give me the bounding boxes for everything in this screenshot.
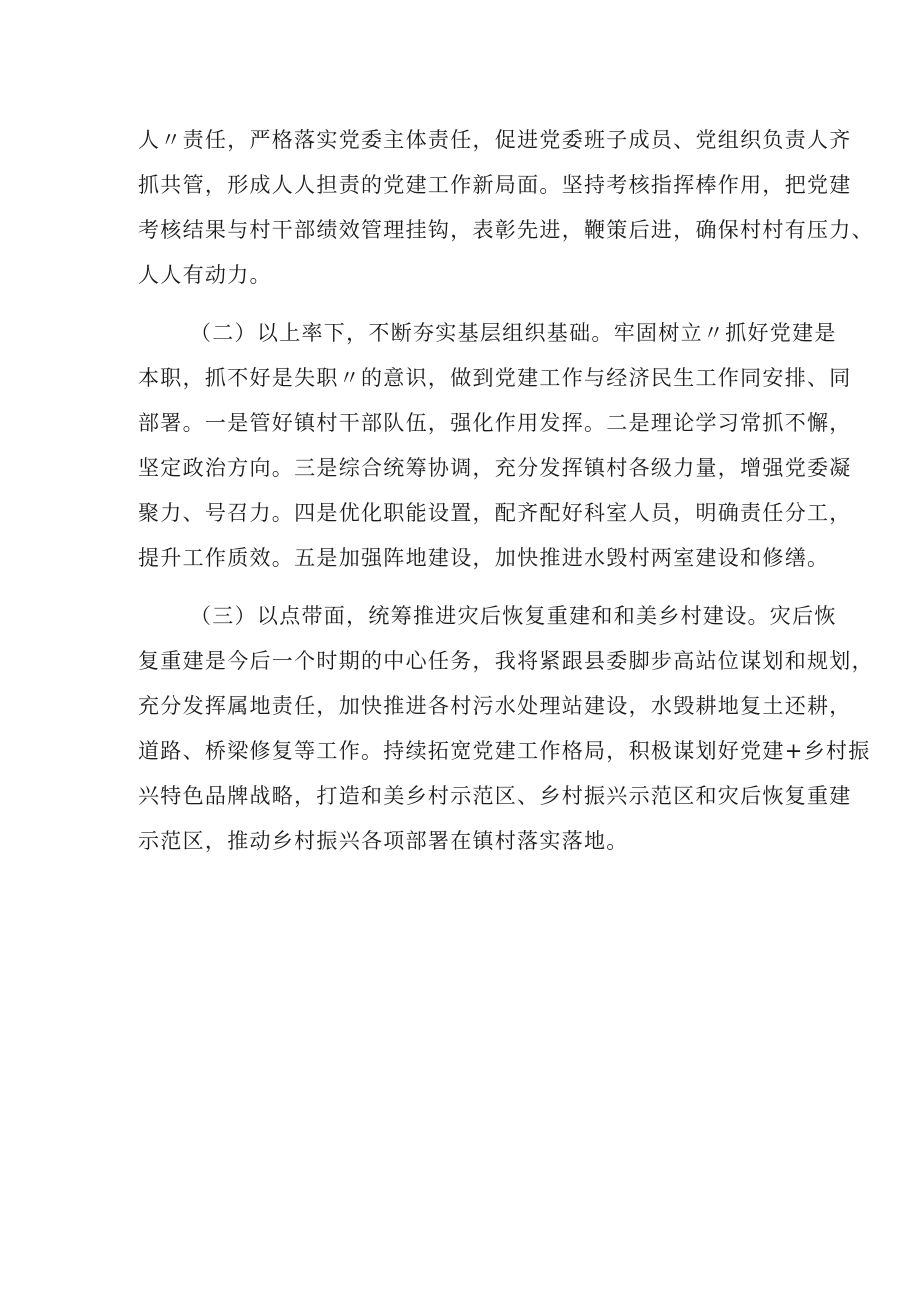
- text-line: 兴特色品牌战略，打造和美乡村示范区、乡村振兴示范区和灾后恢复重建: [138, 784, 852, 808]
- text-line: 聚力、号召力。四是优化职能设置，配齐配好科室人员，明确责任分工，: [138, 501, 852, 525]
- paragraph-heading-line: （三）以点带面，统筹推进灾后恢复重建和和美乡村建设。灾后恢: [190, 604, 837, 628]
- text-line: 充分发挥属地责任，加快推进各村污水处理站建设，水毁耕地复土还耕，: [138, 694, 852, 718]
- text-line: 本职，抓不好是失职〃的意识，做到党建工作与经济民生工作同安排、同: [138, 366, 852, 390]
- text-line: 人人有动力。: [138, 263, 272, 287]
- text-line: 部署。一是管好镇村干部队伍，强化作用发挥。二是理论学习常抓不懈，: [138, 411, 852, 435]
- text-line: 复重建是今后一个时期的中心任务，我将紧跟县委脚步高站位谋划和规划，: [138, 649, 874, 673]
- text-line: 坚定政治方向。三是综合统筹协调，充分发挥镇村各级力量，增强党委凝: [138, 456, 852, 480]
- text-line: 提升工作质效。五是加强阵地建设，加快推进水毁村两室建设和修缮。: [138, 546, 830, 570]
- text-line: 抓共管，形成人人担责的党建工作新局面。坚持考核指挥棒作用，把党建: [138, 173, 852, 197]
- text-line: 人〃责任，严格落实党委主体责任，促进党委班子成员、党组织负责人齐: [138, 128, 852, 152]
- paragraph-heading-line: （二）以上率下，不断夯实基层组织基础。牢固树立〃抓好党建是: [190, 321, 837, 345]
- text-line: 考核结果与村干部绩效管理挂钩，表彰先进，鞭策后进，确保村村有压力、: [138, 218, 874, 242]
- text-line: 道路、桥梁修复等工作。持续拓宽党建工作格局，积极谋划好党建+乡村振: [138, 739, 871, 763]
- text-line: 示范区，推动乡村振兴各项部署在镇村落实落地。: [138, 829, 629, 853]
